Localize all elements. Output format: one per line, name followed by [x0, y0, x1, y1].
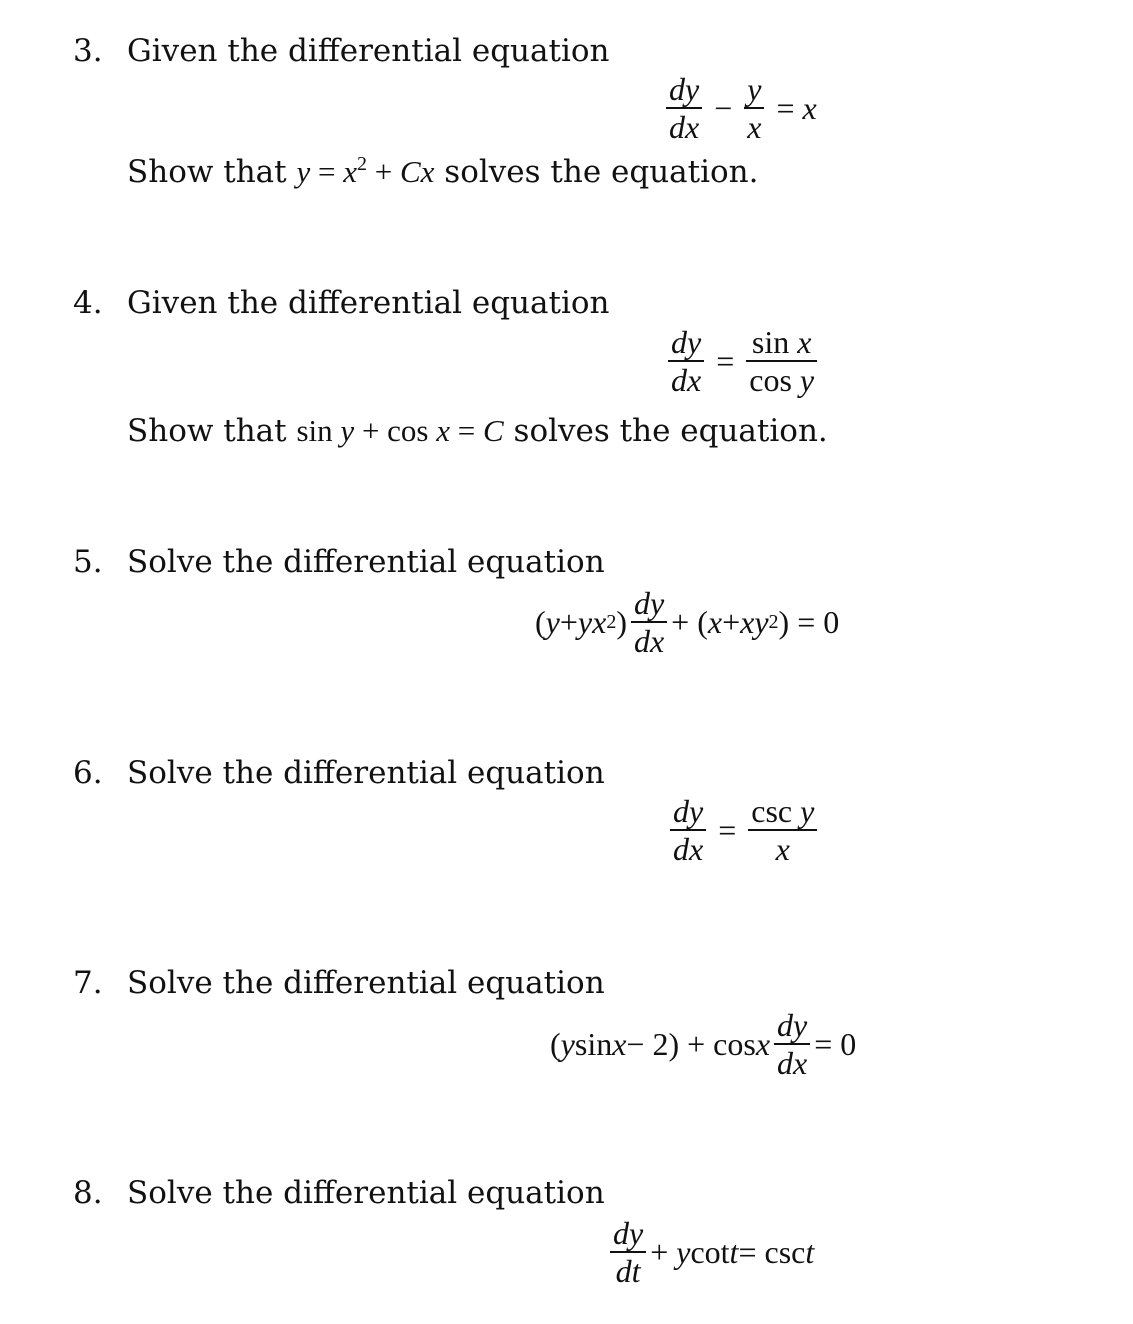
- problem-number: 3.: [73, 33, 103, 69]
- fraction-y-x: $\frac{y}{x}$: [744, 72, 764, 144]
- problem-number: 5.: [73, 544, 103, 580]
- fraction-cscy-x: $\frac{\text{csc y}}{x}$: [748, 794, 817, 866]
- problem-number: 4.: [73, 285, 103, 321]
- fraction-dy-dx: $\frac{dy}{dx}$: [670, 794, 706, 866]
- problem-8-heading: [73, 1174, 605, 1212]
- fraction-dy-dx: $\frac{dy}{dx}$: [774, 1008, 810, 1080]
- problem-5-equation: ( y + yx 2 ) $\frac{dy}{dx}$ + ( x + xy 2 ) = 0: [535, 585, 840, 659]
- fraction-dy-dt: $\frac{dy}{dt}$: [610, 1216, 646, 1288]
- problem-5-heading: [73, 543, 605, 581]
- fraction-dy-dx: $\frac{dy}{dx}$: [631, 586, 667, 658]
- problem-heading-text: Solve the differential equation: [127, 544, 605, 580]
- problem-heading-text: Given the differential equation: [127, 285, 610, 321]
- problem-heading-text: Solve the differential equation: [127, 755, 605, 791]
- problem-3-heading: [73, 32, 610, 70]
- problem-3-equation: $\frac{dy}{dx}$ − $\frac{y}{x}$ = x: [662, 72, 817, 144]
- fraction-sinx-cosy: $\frac{\text{sin x}}{\text{cos y}}$: [746, 325, 817, 397]
- problem-8-equation: $\frac{dy}{dt}$ + y cot t = csc t: [606, 1216, 814, 1288]
- fraction-dy-dx: $\frac{dy}{dx}$: [668, 325, 704, 397]
- problem-4-heading: [73, 284, 610, 322]
- problem-6-heading: [73, 754, 605, 792]
- problem-3-show-that: Show that $y = x^2 + Cx$ solves the equation.: [127, 153, 759, 190]
- problem-heading-text: Given the differential equation: [127, 33, 610, 69]
- fraction-dy-dx: $\frac{dy}{dx}$: [666, 72, 702, 144]
- problem-number: 6.: [73, 755, 103, 791]
- problem-number: 7.: [73, 965, 103, 1001]
- problem-6-equation: $\frac{dy}{dx}$ = $\frac{\text{csc y}}{x}$: [666, 794, 821, 866]
- problem-heading-text: Solve the differential equation: [127, 1175, 605, 1211]
- problem-7-equation: ( y sin x − 2) + cos x $\frac{dy}{dx}$ = 0: [550, 1007, 857, 1081]
- problem-7-heading: [73, 964, 605, 1002]
- problem-number: 8.: [73, 1175, 103, 1211]
- problem-heading-text: Solve the differential equation: [127, 965, 605, 1001]
- problem-4-show-that: Show that sin y + cos x = C solves the equation.: [127, 413, 828, 449]
- problem-4-equation: $\frac{dy}{dx}$ = $\frac{\text{sin x}}{\text{cos y}}$: [664, 325, 821, 397]
